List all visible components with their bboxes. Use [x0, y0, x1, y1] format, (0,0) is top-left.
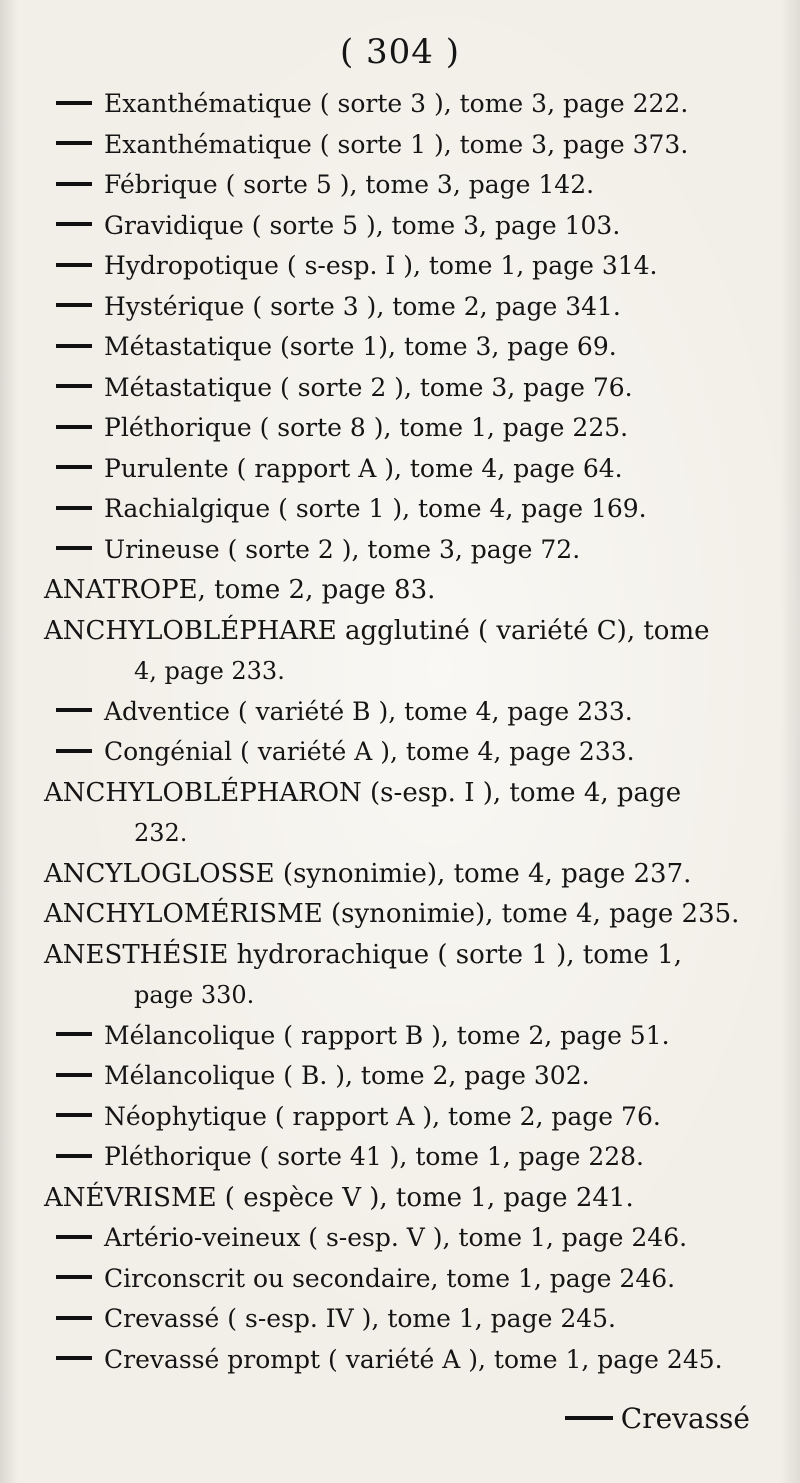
- index-entry-heading: [44, 611, 764, 652]
- index-entry-continuation: [44, 975, 764, 1016]
- dash-mark: [56, 1356, 92, 1360]
- entry-text: Circonscrit ou secondaire, tome 1, page 246.: [104, 1263, 676, 1293]
- entry-text: Exanthématique ( sorte 1 ), tome 3, page 373.: [104, 129, 689, 159]
- dash-mark: [56, 1316, 92, 1320]
- entry-text: Exanthématique ( sorte 3 ), tome 3, page 222.: [104, 89, 689, 118]
- dash-mark: [56, 1275, 92, 1279]
- index-subentry: [44, 287, 764, 328]
- entry-text: Congénial ( variété A ), tome 4, page 233.: [104, 737, 635, 766]
- catchword: [553, 1402, 750, 1435]
- dash-mark: [56, 546, 92, 550]
- index-entry-heading: [44, 894, 764, 935]
- entry-text: Métastatique ( sorte 2 ), tome 3, page 76.: [104, 372, 633, 402]
- index-subentry: [44, 1299, 764, 1340]
- dash-mark: [56, 263, 92, 267]
- dash-mark: [56, 425, 92, 429]
- entry-text: ANCHYLOBLÉPHARE agglutiné ( variété C), tome: [44, 615, 710, 646]
- entry-text: 232.: [134, 819, 188, 847]
- index-subentry: [44, 1016, 764, 1057]
- entry-text: ANCHYLOBLÉPHARON (s-esp. I ), tome 4, page: [44, 777, 682, 808]
- index-subentry: [44, 1056, 764, 1097]
- index-entry-heading: [44, 935, 764, 976]
- dash-mark: [56, 303, 92, 307]
- index-entry-heading: [44, 854, 764, 895]
- entry-text: ANÉVRISME ( espèce V ), tome 1, page 241.: [44, 1182, 634, 1213]
- entry-text: Métastatique (sorte 1), tome 3, page 69.: [104, 332, 617, 361]
- index-subentry: [44, 206, 764, 247]
- index-subentry: [44, 84, 764, 125]
- dash-mark: [56, 506, 92, 510]
- entry-text: Fébrique ( sorte 5 ), tome 3, page 142.: [104, 170, 595, 199]
- catchword-text: Crevassé: [620, 1402, 750, 1435]
- index-subentry: [44, 692, 764, 733]
- index-entry-heading: [44, 1178, 764, 1219]
- dash-mark: [56, 344, 92, 348]
- index-subentry: [44, 408, 764, 449]
- index-entries: [44, 84, 764, 1380]
- entry-text: ANCHYLOMÉRISME (synonimie), tome 4, page 235.: [44, 899, 740, 929]
- index-subentry: [44, 125, 764, 166]
- dash-mark: [56, 708, 92, 712]
- entry-text: Pléthorique ( sorte 8 ), tome 1, page 225.: [104, 413, 629, 442]
- entry-text: Mélancolique ( B. ), tome 2, page 302.: [104, 1061, 590, 1090]
- dash-mark: [56, 1113, 92, 1117]
- dash-mark: [565, 1416, 613, 1420]
- index-subentry: [44, 246, 764, 287]
- dash-mark: [56, 1073, 92, 1077]
- index-subentry: [44, 327, 764, 368]
- entry-text: Purulente ( rapport A ), tome 4, page 64.: [104, 453, 623, 483]
- index-subentry: [44, 732, 764, 773]
- index-subentry: [44, 489, 764, 530]
- index-subentry: [44, 449, 764, 490]
- index-entry-heading: [44, 570, 764, 611]
- index-subentry: [44, 1097, 764, 1138]
- entry-text: Gravidique ( sorte 5 ), tome 3, page 103.: [104, 210, 621, 240]
- entry-text: ANCYLOGLOSSE (synonimie), tome 4, page 237.: [44, 858, 692, 889]
- index-subentry: [44, 1259, 764, 1300]
- dash-mark: [56, 1235, 92, 1239]
- index-subentry: [44, 165, 764, 206]
- entry-text: Artério-veineux ( s-esp. V ), tome 1, page 246.: [104, 1223, 688, 1252]
- index-entry-continuation: [44, 813, 764, 854]
- dash-mark: [56, 141, 92, 145]
- index-subentry: [44, 1340, 764, 1381]
- entry-text: Urineuse ( sorte 2 ), tome 3, page 72.: [104, 534, 581, 564]
- page-number: ( 304 ): [339, 32, 461, 72]
- entry-text: Pléthorique ( sorte 41 ), tome 1, page 228.: [104, 1142, 644, 1171]
- dash-mark: [56, 1032, 92, 1036]
- index-subentry: [44, 1137, 764, 1178]
- index-entry-continuation: [44, 651, 764, 692]
- entry-text: 4, page 233.: [134, 657, 285, 685]
- entry-text: Mélancolique ( rapport B ), tome 2, page 51.: [104, 1020, 670, 1050]
- dash-mark: [56, 384, 92, 388]
- index-subentry: [44, 1218, 764, 1259]
- entry-text: ANESTHÉSIE hydrorachique ( sorte 1 ), tome 1,: [44, 939, 683, 970]
- entry-text: Hydropotique ( s-esp. I ), tome 1, page 314.: [104, 251, 658, 280]
- dash-mark: [56, 749, 92, 753]
- index-entry-heading: [44, 773, 764, 814]
- entry-text: page 330.: [134, 981, 255, 1009]
- entry-text: Adventice ( variété B ), tome 4, page 233.: [104, 696, 633, 726]
- dash-mark: [56, 182, 92, 186]
- entry-text: Néophytique ( rapport A ), tome 2, page 76.: [104, 1101, 661, 1131]
- entry-text: Rachialgique ( sorte 1 ), tome 4, page 169.: [104, 494, 647, 523]
- entry-text: Crevassé ( s-esp. IV ), tome 1, page 245.: [104, 1304, 616, 1333]
- entry-text: ANATROPE, tome 2, page 83.: [44, 575, 436, 605]
- dash-mark: [56, 1154, 92, 1158]
- index-subentry: [44, 368, 764, 409]
- entry-text: Crevassé prompt ( variété A ), tome 1, page 245.: [104, 1344, 723, 1374]
- dash-mark: [56, 222, 92, 226]
- dash-mark: [56, 101, 92, 105]
- entry-text: Hystérique ( sorte 3 ), tome 2, page 341.: [104, 291, 621, 321]
- dash-mark: [56, 465, 92, 469]
- index-subentry: [44, 530, 764, 571]
